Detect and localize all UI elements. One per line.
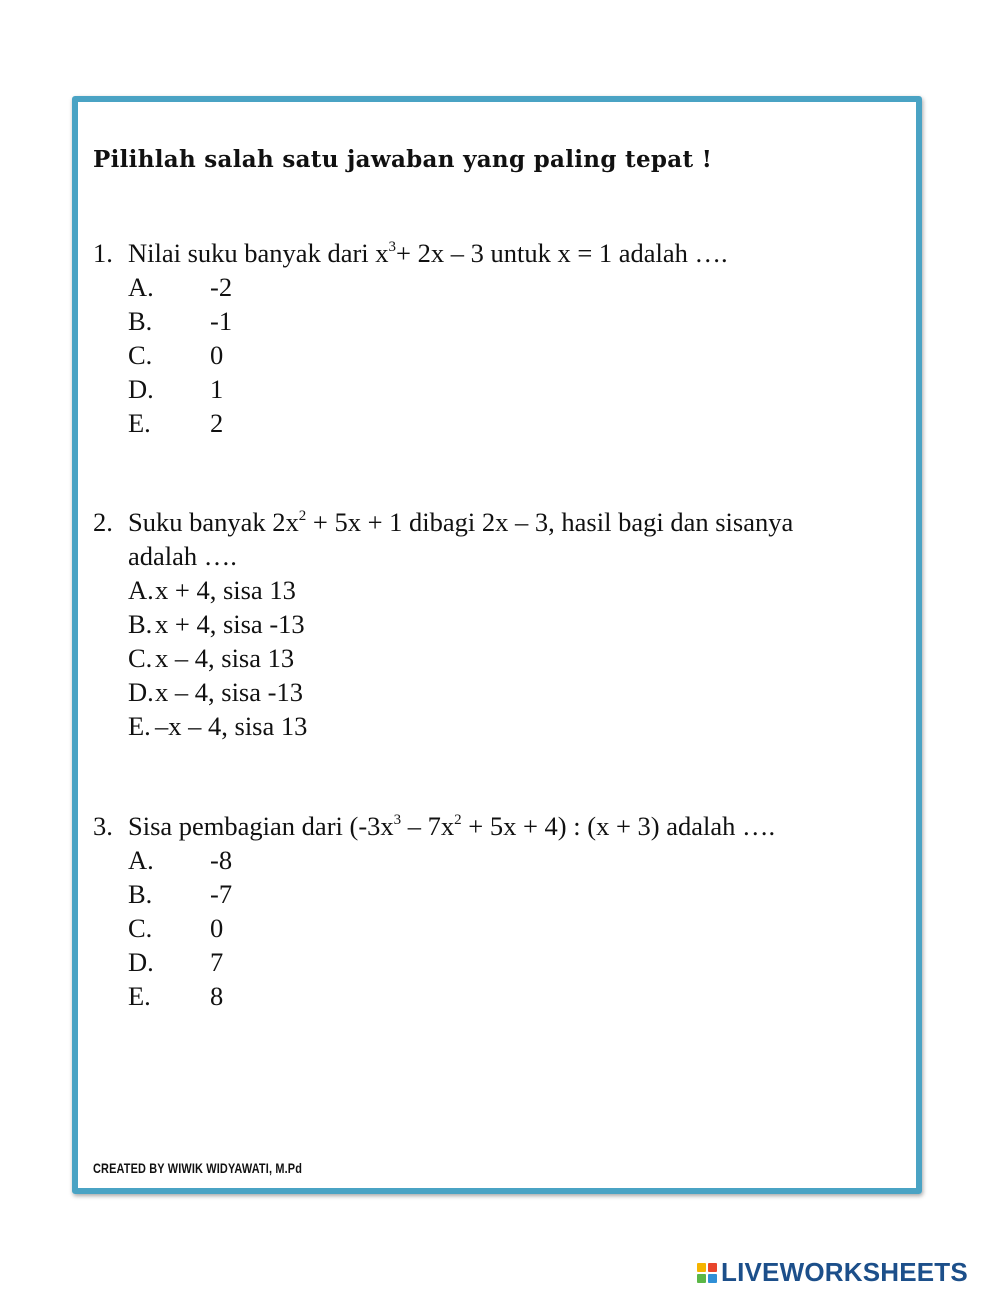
option-c[interactable]: C. 0 [128, 340, 224, 370]
option-e[interactable]: E. 2 [128, 408, 224, 438]
question-text-continued: adalah …. [128, 541, 237, 571]
option-d[interactable]: D. 1 [128, 374, 224, 404]
option-d[interactable]: D. 7 [128, 947, 224, 977]
instruction-heading: Pilihlah salah satu jawaban yang paling tepat ! [93, 146, 713, 173]
author-credit: CREATED BY WIWIK WIDYAWATI, M.Pd [93, 1160, 303, 1176]
question-text: Sisa pembagian dari $(-3x^3 - 7x^2 + 5x + 4)$ : (x + 3) adalah …. [128, 811, 776, 841]
liveworksheets-logo[interactable] [697, 1257, 968, 1288]
option-e[interactable]: E. –x – 4, sisa 13 [128, 711, 308, 741]
question-2 [93, 505, 893, 743]
question-3 [93, 809, 893, 1013]
option-a[interactable]: A. x + 4, sisa 13 [128, 575, 296, 605]
option-c[interactable]: C. 0 [128, 913, 224, 943]
option-b[interactable]: B. -7 [128, 879, 233, 909]
question-number: 2. [93, 507, 113, 537]
option-d[interactable]: D. x – 4, sisa -13 [128, 677, 303, 707]
question-text: Suku banyak $2x^2 + 5x + 1$ dibagi 2x – 3, hasil bagi dan sisanya [128, 507, 794, 537]
option-b[interactable]: B. -1 [128, 306, 233, 336]
question-1 [93, 236, 893, 440]
option-c[interactable]: C. x – 4, sisa 13 [128, 643, 295, 673]
option-e[interactable]: E. 8 [128, 981, 224, 1011]
option-a[interactable]: A. -8 [128, 845, 233, 875]
brand-text: LIVEWORKSHEETS [721, 1257, 968, 1287]
question-2-stem [93, 505, 893, 539]
option-a[interactable]: A. -2 [128, 272, 233, 302]
logo-icon [697, 1263, 717, 1283]
question-1-stem [93, 236, 893, 270]
question-3-stem [93, 809, 893, 843]
question-text: Nilai suku banyak dari $x^3+ 2x - 3$ untuk x = 1 adalah …. [128, 238, 728, 268]
question-number: 3. [93, 811, 113, 841]
question-number: 1. [93, 238, 113, 268]
option-b[interactable]: B. x + 4, sisa -13 [128, 609, 305, 639]
